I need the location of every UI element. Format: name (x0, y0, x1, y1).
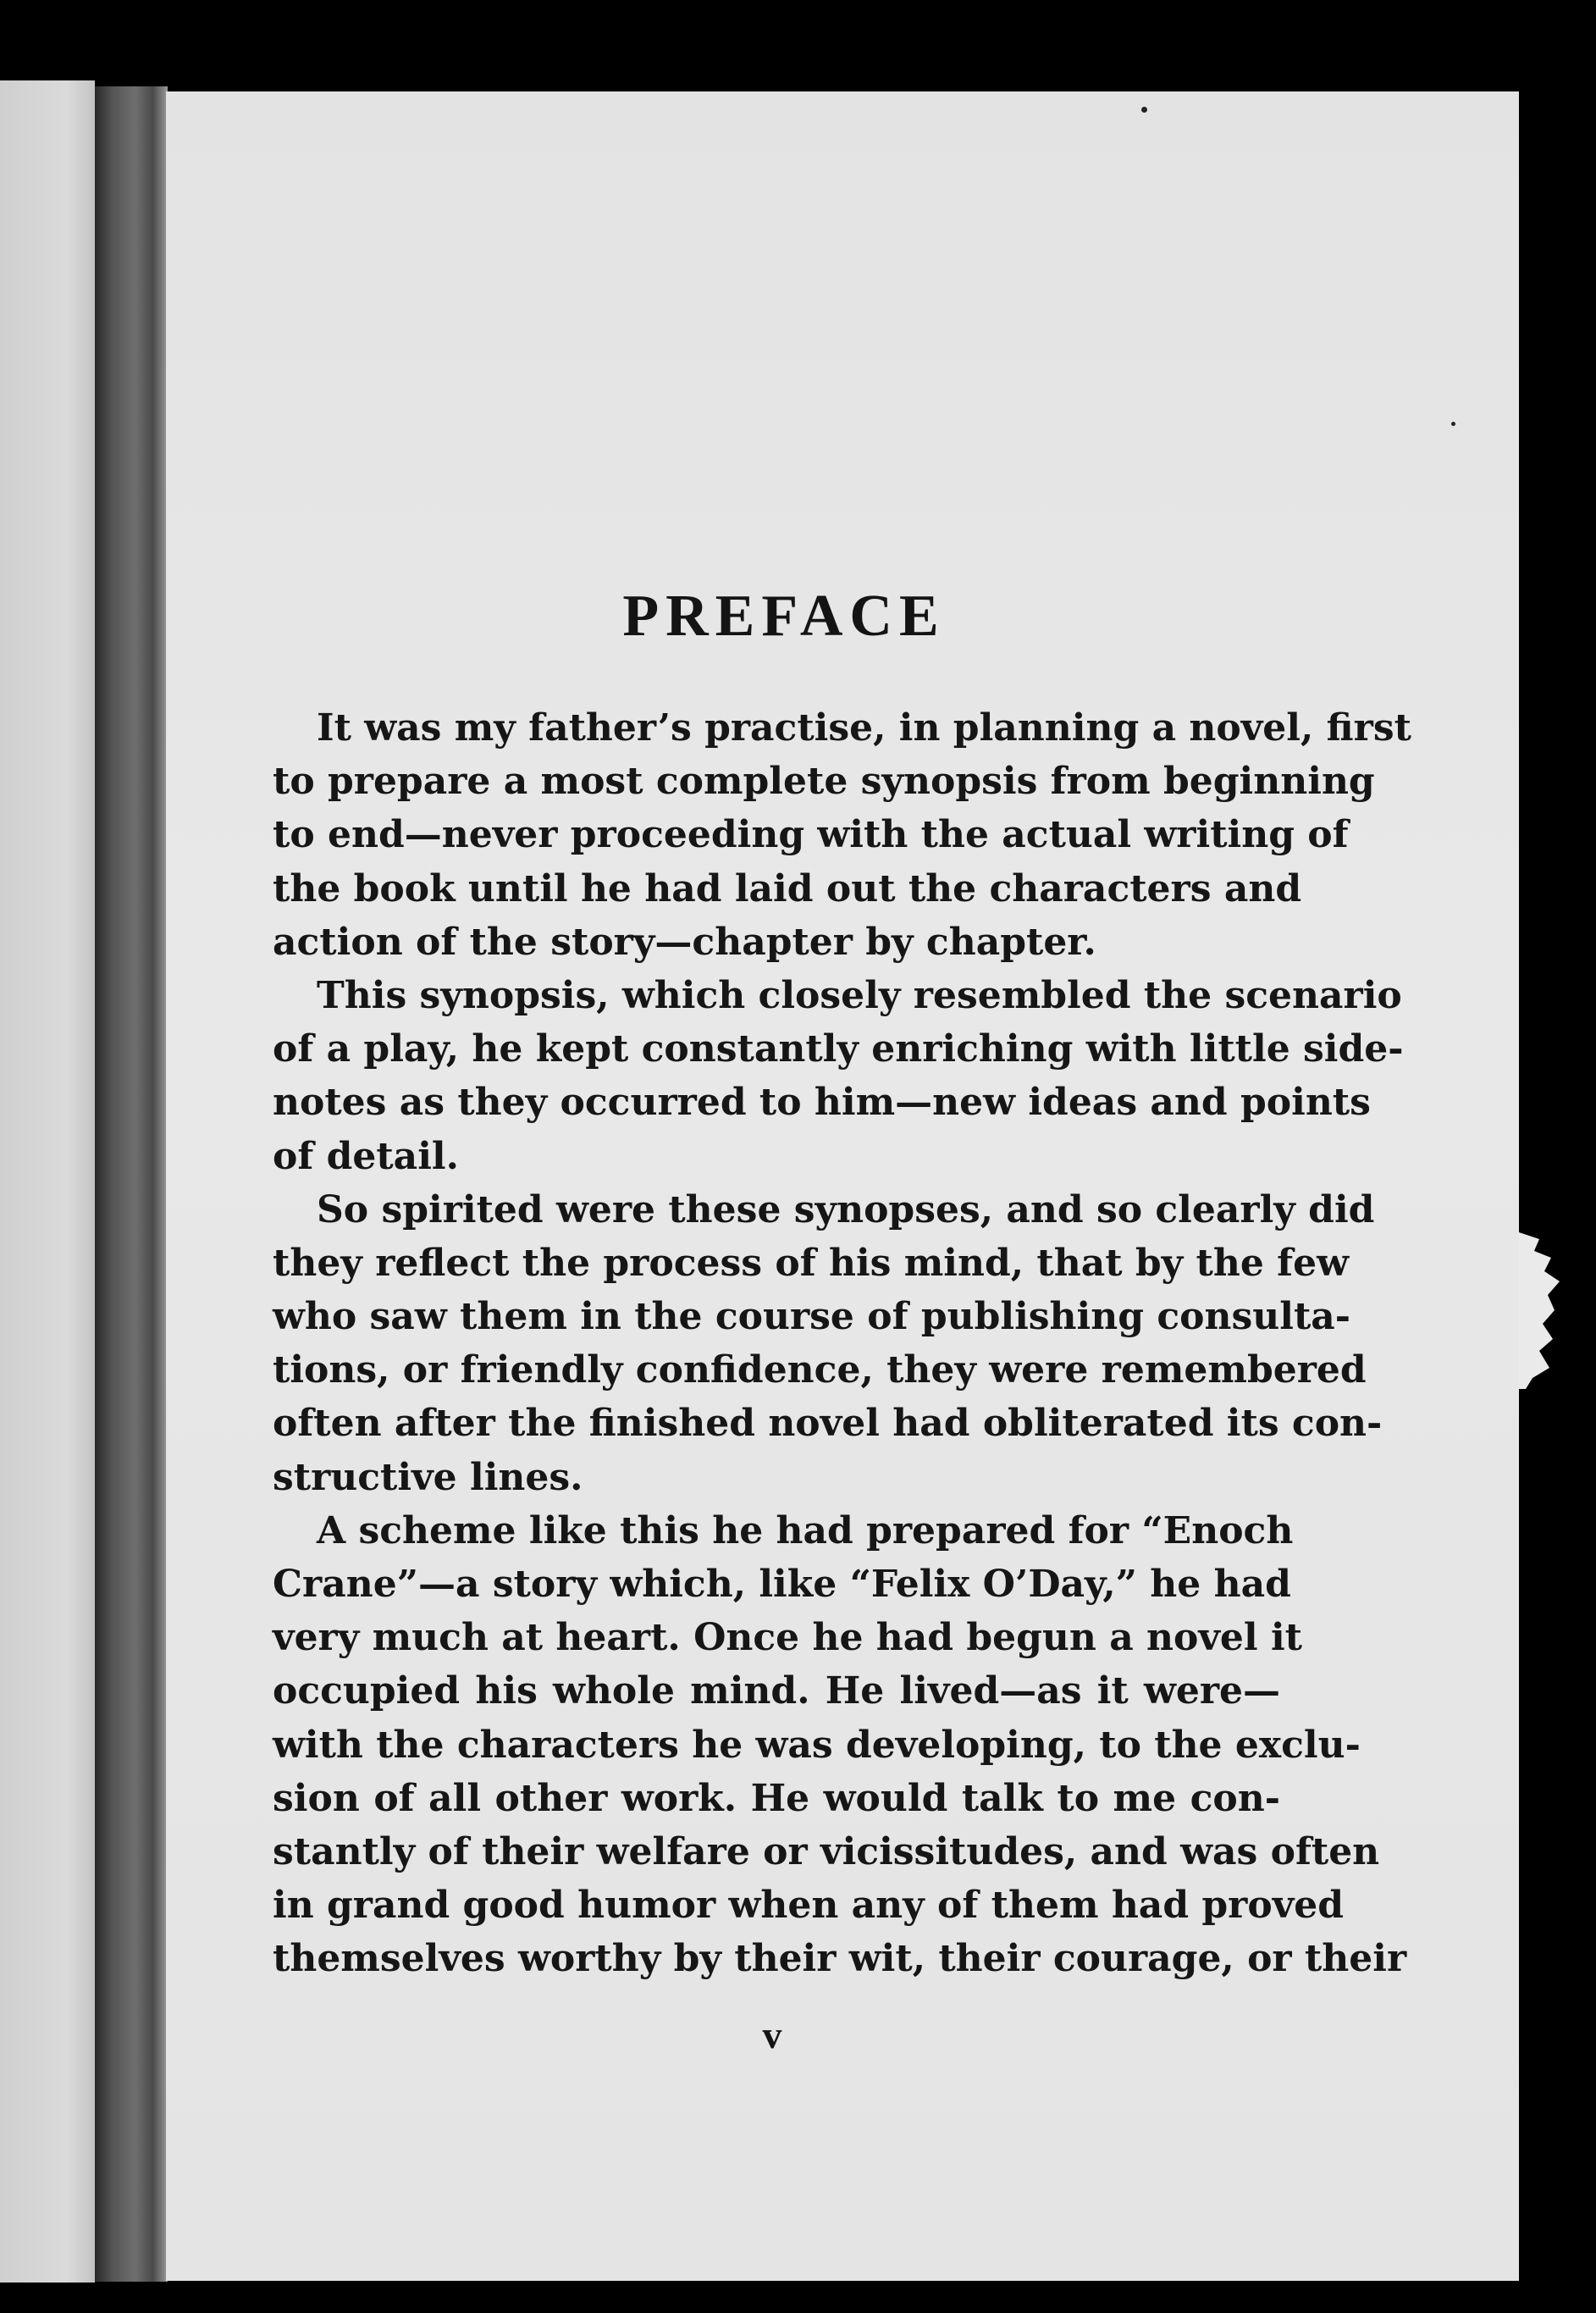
text-line: who saw them in the course of publishing consulta- (273, 1295, 1351, 1339)
text-line: A scheme like this he had prepared for “Enoch (317, 1508, 1294, 1552)
paragraph (273, 1504, 1407, 1986)
text-line: action of the story—chapter by chapter. (273, 920, 1096, 964)
text-line: themselves worthy by their wit, their courage, or their (273, 1937, 1407, 1981)
text-line: in grand good humor when any of them had proved (273, 1884, 1345, 1928)
preface-body (273, 701, 1411, 1986)
paragraph (273, 1183, 1383, 1504)
facing-page-edge (0, 80, 95, 2283)
text-line: notes as they occurred to him—new ideas and points (273, 1081, 1371, 1125)
text-line: the book until he had laid out the characters and (273, 866, 1302, 910)
text-line: It was my father’s practise, in planning a novel, first (317, 706, 1411, 750)
text-line: to prepare a most complete synopsis from beginning (273, 760, 1375, 804)
torn-page-edge (1510, 1232, 1561, 1389)
text-line: they reflect the process of his mind, that by the few (273, 1241, 1349, 1285)
text-line: structive lines. (273, 1455, 583, 1499)
text-line: sion of all other work. He would talk to me con- (273, 1776, 1280, 1820)
text-line: often after the finished novel had obliterated its con- (273, 1402, 1383, 1446)
page-speck (1451, 422, 1455, 426)
paragraph (273, 701, 1411, 969)
paragraph (273, 969, 1404, 1183)
text-line: So spirited were these synopses, and so clearly did (317, 1187, 1375, 1231)
text-line: tions, or friendly confidence, they were remembered (273, 1348, 1367, 1392)
text-line: very much at heart. Once he had begun a novel it (273, 1616, 1302, 1660)
text-line: This synopsis, which closely resembled the scenario (317, 973, 1402, 1017)
text-line: stantly of their welfare or vicissitudes, and was often (273, 1829, 1380, 1873)
text-line: to end—never proceeding with the actual writing of (273, 813, 1349, 857)
text-line: occupied his whole mind. He lived—as it were— (273, 1669, 1280, 1713)
page-number: v (762, 2013, 782, 2056)
text-line: of detail. (273, 1134, 459, 1178)
text-line: of a play, he kept constantly enriching with little side- (273, 1027, 1404, 1071)
text-line: Crane”—a story which, like “Felix O’Day,” he had (273, 1563, 1291, 1606)
binding-gutter (95, 86, 168, 2282)
page-speck (1141, 107, 1147, 113)
text-line: with the characters he was developing, to the exclu- (273, 1723, 1361, 1767)
page-title: PREFACE (622, 584, 946, 649)
